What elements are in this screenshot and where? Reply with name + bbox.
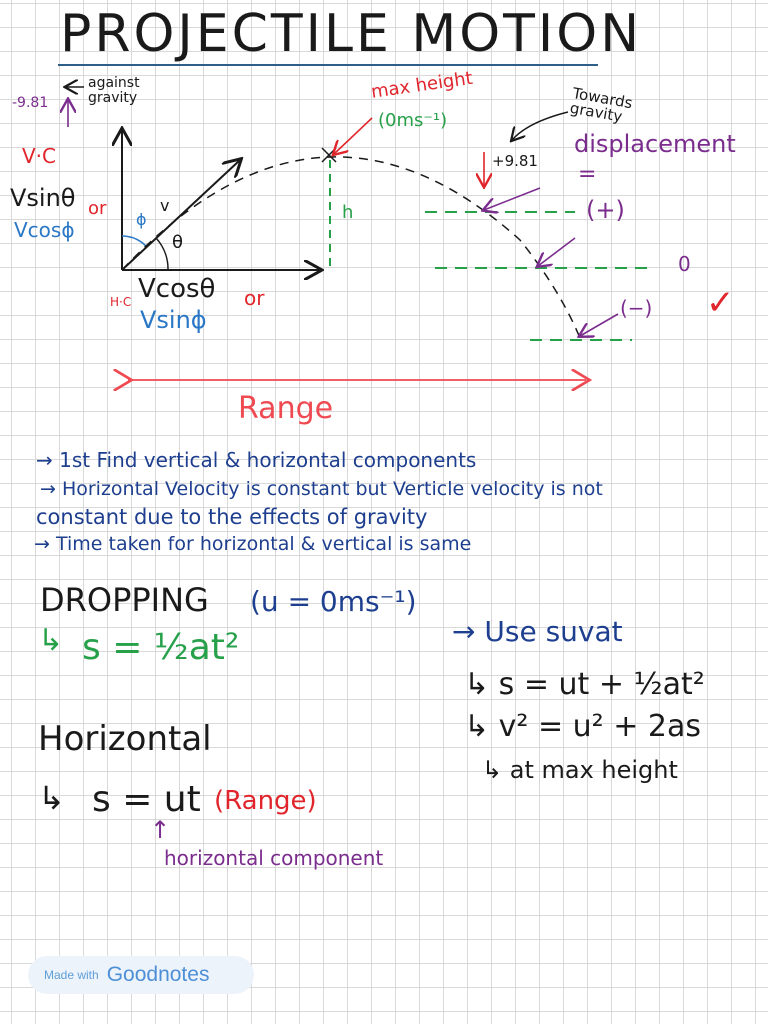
theta-label: θ <box>172 232 184 253</box>
dropping-arrow: ↳ <box>38 623 64 658</box>
displacement-label: displacement <box>574 130 736 158</box>
dropping-heading: DROPPING <box>40 581 209 619</box>
dropping-condition: (u = 0ms⁻¹) <box>250 585 417 618</box>
phi-label: ϕ <box>136 210 147 229</box>
page-title: PROJECTILE MOTION <box>60 4 643 64</box>
max-height-label: max height <box>369 67 474 103</box>
zero-label: 0 <box>678 252 691 276</box>
minus-label: (−) <box>620 296 653 320</box>
suvat-eq-3: ↳ at max height <box>482 756 678 784</box>
horizontal-arrow: ↳ <box>38 779 65 817</box>
max-point-mark <box>322 148 336 162</box>
vsin-theta-label: Vsinθ <box>10 184 76 212</box>
pos-g-label: +9.81 <box>492 152 538 170</box>
note-line-3: constant due to the effects of gravity <box>36 505 428 529</box>
zero-ms-label: (0ms⁻¹) <box>378 110 448 131</box>
theta-arc <box>156 238 168 270</box>
suvat-eq-1: ↳ s = ut + ½at² <box>464 667 705 702</box>
note-line-1: → 1st Find vertical & horizontal components <box>36 448 477 472</box>
horizontal-formula: s = ut <box>92 779 201 820</box>
hc-label: H·C <box>110 295 132 309</box>
goodnotes-logo-text: Goodnotes <box>106 963 210 986</box>
or-label-2: or <box>244 286 265 310</box>
max-height-pointer <box>334 118 372 154</box>
suvat-heading: → Use suvat <box>452 615 623 648</box>
suvat-eq-2: ↳ v² = u² + 2as <box>464 709 702 744</box>
horizontal-range-label: (Range) <box>214 786 317 816</box>
plus-label: (+) <box>586 196 625 224</box>
horizontal-heading: Horizontal <box>38 719 212 759</box>
v-label: v <box>160 196 170 215</box>
vsin-phi-label: Vsinϕ <box>140 306 207 334</box>
towards-pointer <box>512 112 568 140</box>
equals-label: = <box>578 162 597 187</box>
made-with-goodnotes-badge[interactable] <box>28 956 254 994</box>
check-mark: ✓ <box>706 283 735 323</box>
range-label: Range <box>238 391 334 426</box>
neg-g-label: -9.81 <box>12 95 49 111</box>
h-label: h <box>342 202 354 223</box>
vc-label: V·C <box>22 144 57 168</box>
or-label-1: or <box>88 198 107 219</box>
dropping-formula: s = ½at² <box>82 627 240 668</box>
against-gravity-label: against gravity <box>88 75 140 106</box>
horizontal-pointer: ↑ <box>150 816 171 844</box>
note-line-4: → Time taken for horizontal & vertical is same <box>34 533 472 555</box>
made-with-label: Made with <box>44 968 99 982</box>
phi-arc <box>122 236 146 246</box>
pointer-zero <box>538 238 575 266</box>
vcos-theta-label: Vcosθ <box>138 274 216 304</box>
projectile-diagram <box>0 0 768 440</box>
pointer-plus <box>484 188 540 210</box>
pointer-minus <box>580 314 618 336</box>
towards-gravity-label: Towards gravity <box>568 84 634 126</box>
horizontal-component-label: horizontal component <box>164 846 384 870</box>
vcos-phi-label: Vcosϕ <box>14 218 75 242</box>
note-line-2: → Horizontal Velocity is constant but Verticle velocity is not <box>40 478 603 500</box>
